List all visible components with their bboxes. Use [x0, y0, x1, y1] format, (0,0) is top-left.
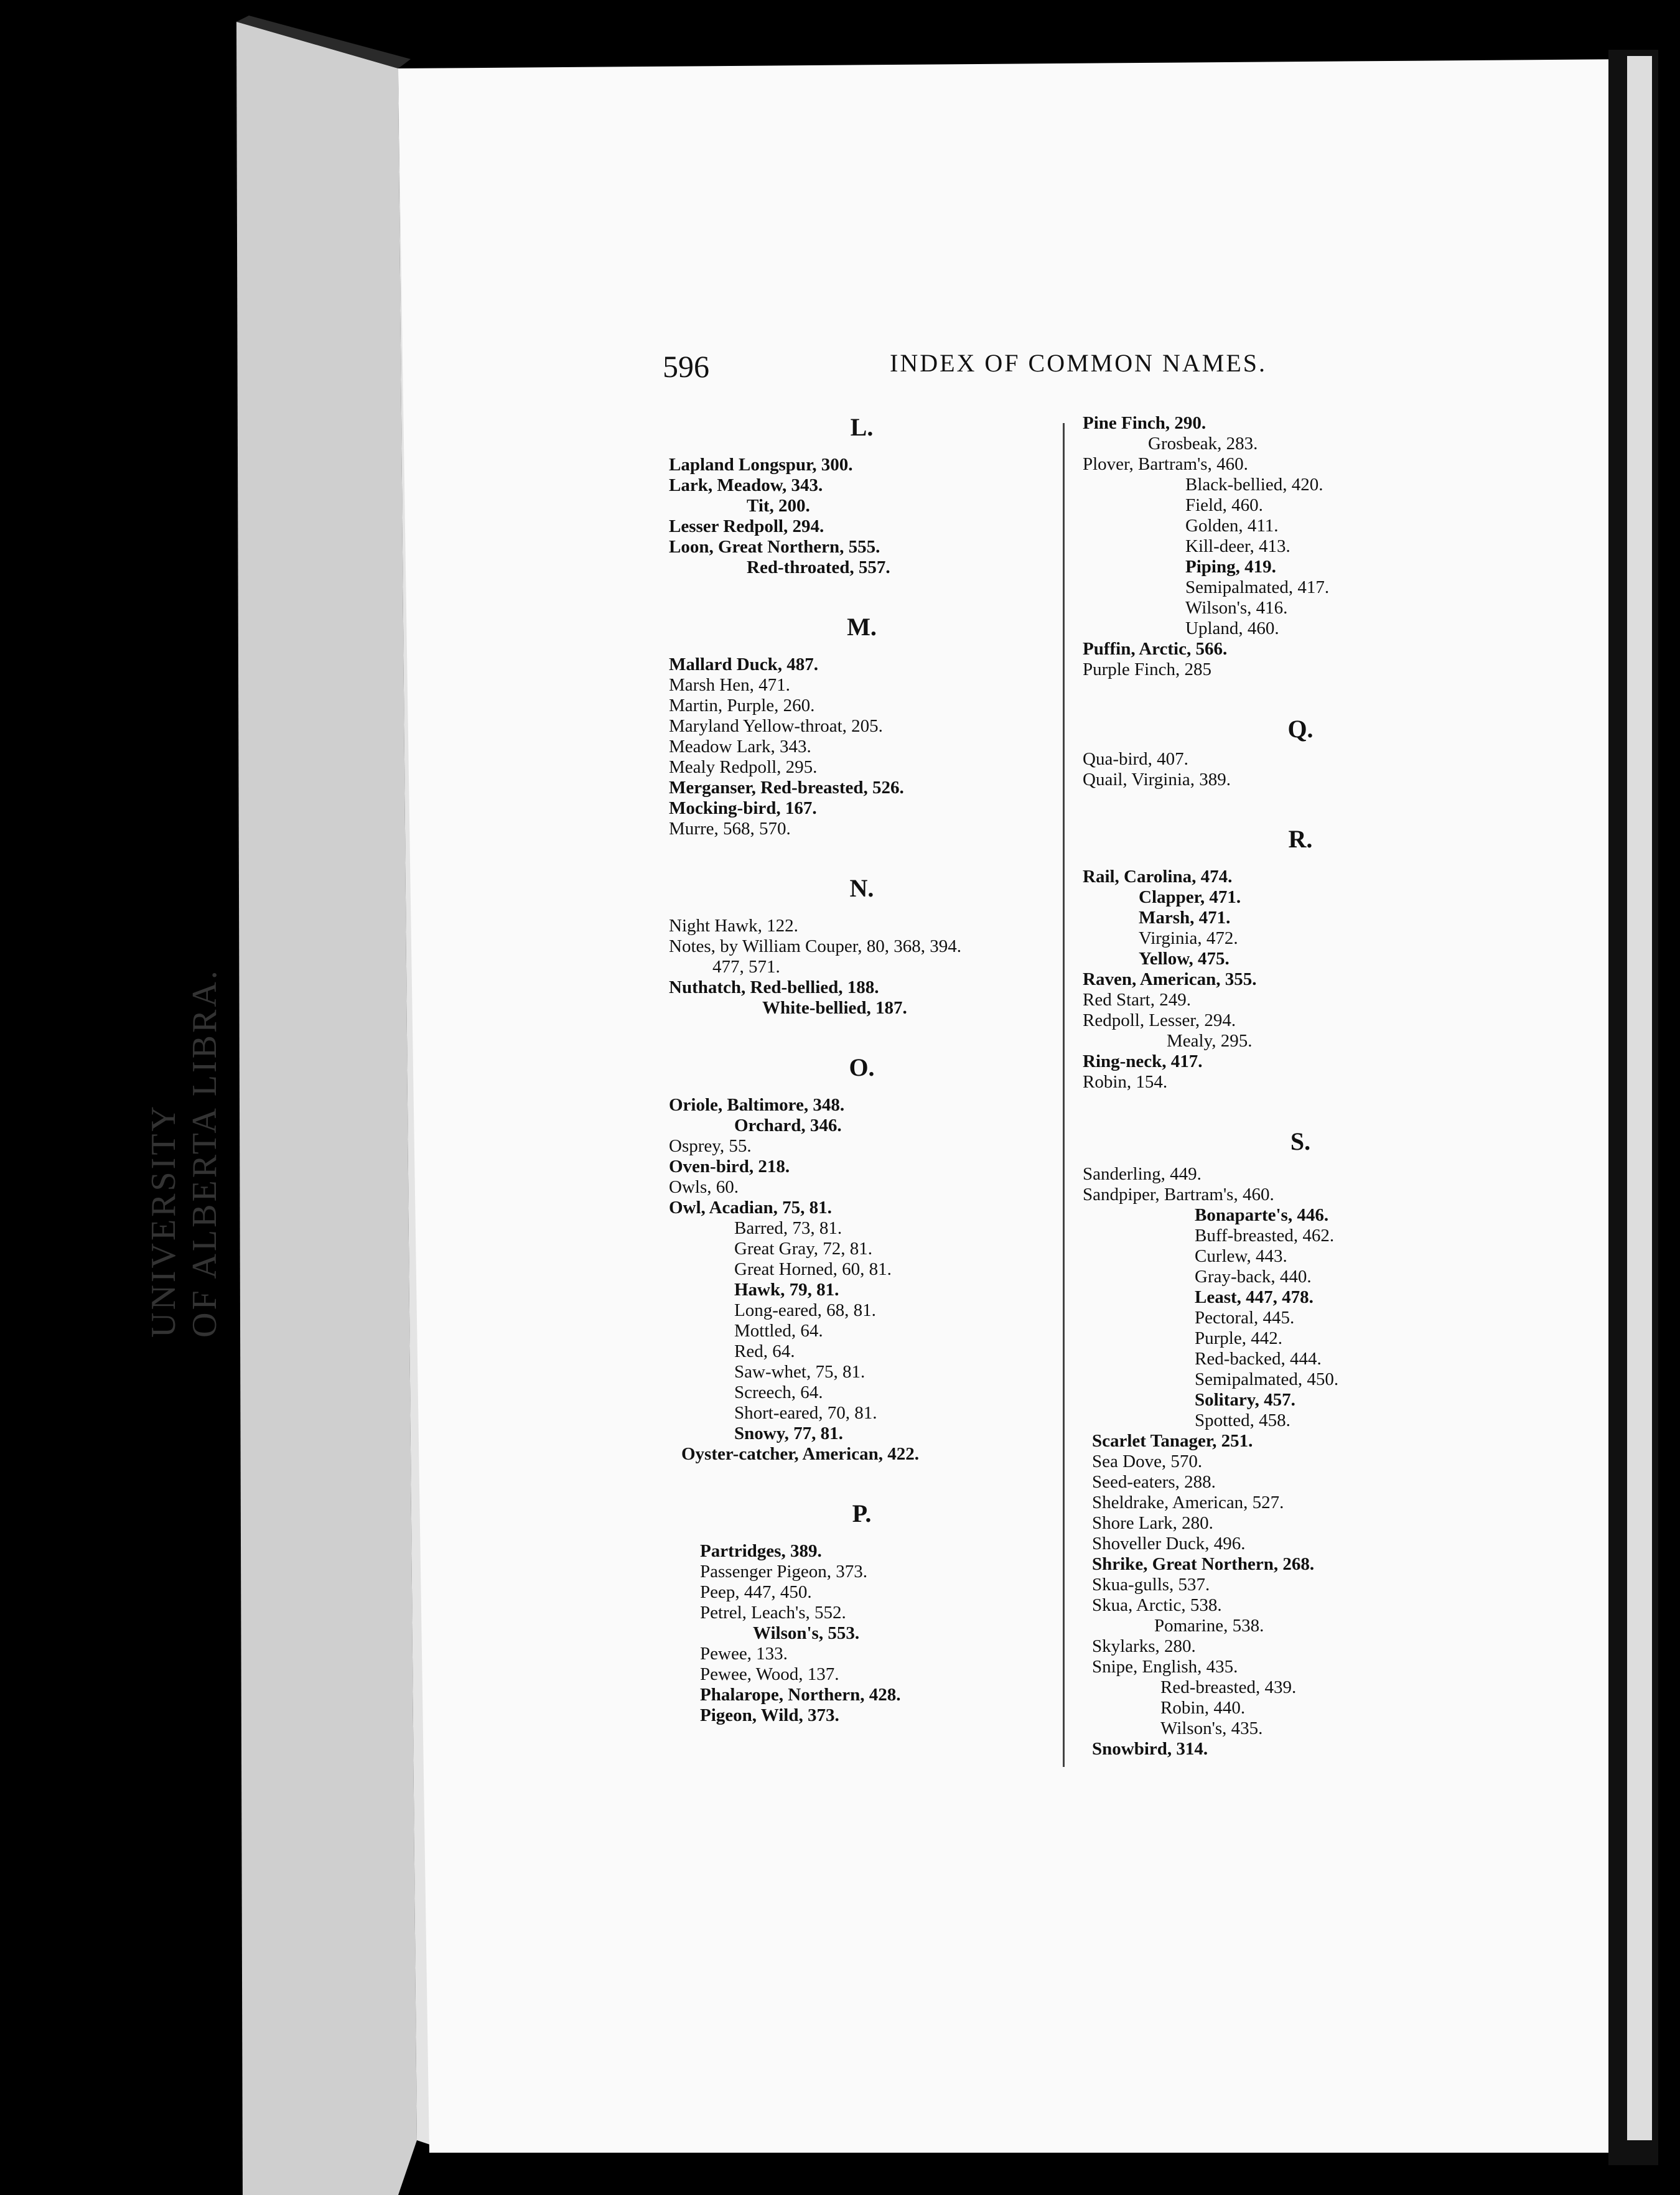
index-entry: Sheldrake, American, 527.: [1092, 1493, 1284, 1512]
index-entry: Buff-breasted, 462.: [1195, 1226, 1335, 1246]
index-entry: Mealy, 295.: [1167, 1031, 1253, 1051]
section-heading-s: S.: [1290, 1127, 1311, 1155]
index-entry: Skua, Arctic, 538.: [1092, 1595, 1222, 1615]
index-entry: Snipe, English, 435.: [1092, 1657, 1238, 1677]
index-entry: Murre, 568, 570.: [669, 819, 791, 839]
index-entry: Red, 64.: [734, 1341, 795, 1361]
index-entry: Shrike, Great Northern, 268.: [1092, 1554, 1315, 1574]
index-entry: Hawk, 79, 81.: [734, 1280, 839, 1300]
section-heading-q: Q.: [1287, 715, 1314, 743]
index-entry: Sanderling, 449.: [1083, 1164, 1202, 1184]
index-entry: Pigeon, Wild, 373.: [700, 1705, 839, 1725]
index-entry: Seed-eaters, 288.: [1092, 1472, 1216, 1492]
index-entry: Oven-bird, 218.: [669, 1157, 790, 1177]
index-entry: Skylarks, 280.: [1092, 1636, 1196, 1656]
index-entry: Marsh Hen, 471.: [669, 675, 790, 695]
index-entry: Field, 460.: [1185, 495, 1263, 515]
index-entry: Quail, Virginia, 389.: [1083, 770, 1231, 790]
index-entry: Mallard Duck, 487.: [669, 655, 819, 674]
index-entry: Red-breasted, 439.: [1160, 1677, 1297, 1697]
index-entry: Osprey, 55.: [669, 1136, 752, 1156]
section-heading-o: O.: [849, 1053, 875, 1081]
index-entry: Semipalmated, 417.: [1185, 577, 1330, 597]
index-entry: Nuthatch, Red-bellied, 188.: [669, 977, 879, 997]
left-column: [669, 413, 1055, 1726]
stamp-line-2: OF ALBERTA LIBRA.: [185, 968, 224, 1338]
index-entry: Scarlet Tanager, 251.: [1092, 1431, 1253, 1451]
index-entry: Lesser Redpoll, 294.: [669, 516, 824, 536]
index-entry: Snowy, 77, 81.: [734, 1424, 843, 1443]
index-entry: Oriole, Baltimore, 348.: [669, 1095, 845, 1115]
index-entry: Peep, 447, 450.: [700, 1582, 812, 1602]
index-entry: Passenger Pigeon, 373.: [700, 1562, 868, 1582]
index-entry: Tit, 200.: [747, 496, 810, 516]
index-entry: Phalarope, Northern, 428.: [700, 1685, 901, 1705]
index-entry: Sea Dove, 570.: [1092, 1452, 1203, 1471]
section-heading-r: R.: [1288, 825, 1313, 853]
index-entry: Curlew, 443.: [1195, 1246, 1287, 1266]
index-entry: Puffin, Arctic, 566.: [1083, 639, 1228, 659]
running-head: INDEX OF COMMON NAMES.: [890, 349, 1267, 377]
stamp-line-1: UNIVERSITY: [144, 1104, 183, 1338]
index-entry: Pewee, Wood, 137.: [700, 1664, 839, 1684]
index-entry: Saw-whet, 75, 81.: [734, 1362, 866, 1382]
index-entry: Virginia, 472.: [1139, 928, 1238, 948]
index-entry: Barred, 73, 81.: [734, 1218, 842, 1238]
index-entry: Snowbird, 314.: [1092, 1739, 1208, 1759]
index-entry: Pewee, 133.: [700, 1644, 788, 1664]
index-entry: Least, 447, 478.: [1195, 1287, 1314, 1307]
index-entry: Partridges, 389.: [700, 1541, 822, 1561]
index-entry: Mealy Redpoll, 295.: [669, 757, 818, 777]
index-entry: Wilson's, 435.: [1160, 1718, 1263, 1738]
index-entry: Meadow Lark, 343.: [669, 737, 811, 757]
index-entry: Merganser, Red-breasted, 526.: [669, 778, 904, 798]
index-entry: Red Start, 249.: [1083, 990, 1191, 1010]
index-entry: Mottled, 64.: [734, 1321, 823, 1341]
index-entry: Solitary, 457.: [1195, 1390, 1295, 1410]
section-heading-p: P.: [852, 1499, 872, 1527]
index-entry: Grosbeak, 283.: [1148, 434, 1258, 454]
section-heading-l: L.: [850, 413, 874, 441]
index-entry: Great Gray, 72, 81.: [734, 1239, 872, 1259]
index-entry: Short-eared, 70, 81.: [734, 1403, 877, 1423]
index-entry: Piping, 419.: [1185, 557, 1276, 577]
index-entry: Black-bellied, 420.: [1185, 475, 1323, 495]
column-rule: [1063, 423, 1065, 1767]
index-entry: Red-backed, 444.: [1195, 1349, 1322, 1369]
index-entry: Shore Lark, 280.: [1092, 1513, 1213, 1533]
index-entry: Pomarine, 538.: [1154, 1616, 1264, 1636]
index-entry: Robin, 440.: [1160, 1698, 1246, 1718]
index-entry: Semipalmated, 450.: [1195, 1369, 1339, 1389]
index-entry: Notes, by William Couper, 80, 368, 394.: [669, 936, 961, 956]
index-entry: Owls, 60.: [669, 1177, 739, 1197]
index-entry: Yellow, 475.: [1139, 949, 1230, 969]
index-entry: Redpoll, Lesser, 294.: [1083, 1010, 1236, 1030]
index-entry: Shoveller Duck, 496.: [1092, 1534, 1246, 1554]
index-entry: Martin, Purple, 260.: [669, 696, 815, 715]
index-entry: Spotted, 458.: [1195, 1410, 1290, 1430]
index-entry: Mocking-bird, 167.: [669, 798, 817, 818]
index-entry: Ring-neck, 417.: [1083, 1051, 1203, 1071]
index-entry: Robin, 154.: [1083, 1072, 1168, 1092]
index-entry: 477, 571.: [712, 957, 780, 977]
index-entry: Night Hawk, 122.: [669, 916, 798, 936]
index-entry: Red-throated, 557.: [747, 557, 890, 577]
index-entry: Gray-back, 440.: [1195, 1267, 1312, 1287]
index-entry: Qua-bird, 407.: [1083, 749, 1188, 769]
index-entry: Owl, Acadian, 75, 81.: [669, 1198, 832, 1218]
index-entry: Pectoral, 445.: [1195, 1308, 1295, 1328]
index-entry: Rail, Carolina, 474.: [1083, 867, 1233, 887]
index-entry: Sandpiper, Bartram's, 460.: [1083, 1185, 1274, 1205]
index-entry: Petrel, Leach's, 552.: [700, 1603, 846, 1623]
index-entry: Marsh, 471.: [1139, 908, 1231, 928]
index-entry: Purple, 442.: [1195, 1328, 1282, 1348]
index-entry: Bonaparte's, 446.: [1195, 1205, 1329, 1225]
index-entry: Skua-gulls, 537.: [1092, 1575, 1210, 1595]
index-entry: Screech, 64.: [734, 1382, 823, 1402]
section-heading-n: N.: [849, 874, 874, 902]
index-entry: Oyster-catcher, American, 422.: [681, 1444, 919, 1464]
index-entry: Maryland Yellow-throat, 205.: [669, 716, 883, 736]
index-entry: Long-eared, 68, 81.: [734, 1300, 876, 1320]
index-entry: Purple Finch, 285: [1083, 659, 1212, 679]
index-entry: Lapland Longspur, 300.: [669, 455, 853, 475]
index-entry: Lark, Meadow, 343.: [669, 475, 823, 495]
index-entry: Plover, Bartram's, 460.: [1083, 454, 1248, 474]
index-entry: Pine Finch, 290.: [1083, 413, 1206, 433]
index-entry: Loon, Great Northern, 555.: [669, 537, 880, 557]
section-heading-m: M.: [847, 613, 877, 641]
index-entry: Golden, 411.: [1185, 516, 1279, 536]
index-entry: Wilson's, 553.: [753, 1623, 860, 1643]
index-entry: Upland, 460.: [1185, 618, 1279, 638]
index-entry: Orchard, 346.: [734, 1116, 842, 1135]
index-entry: White-bellied, 187.: [762, 998, 907, 1018]
index-entry: Kill-deer, 413.: [1185, 536, 1290, 556]
index-entry: Raven, American, 355.: [1083, 969, 1257, 989]
index-entry: Wilson's, 416.: [1185, 598, 1288, 618]
index-entry: Great Horned, 60, 81.: [734, 1259, 892, 1279]
right-column: [1083, 413, 1468, 1759]
page-number: 596: [663, 349, 709, 384]
index-entry: Clapper, 471.: [1139, 887, 1241, 907]
